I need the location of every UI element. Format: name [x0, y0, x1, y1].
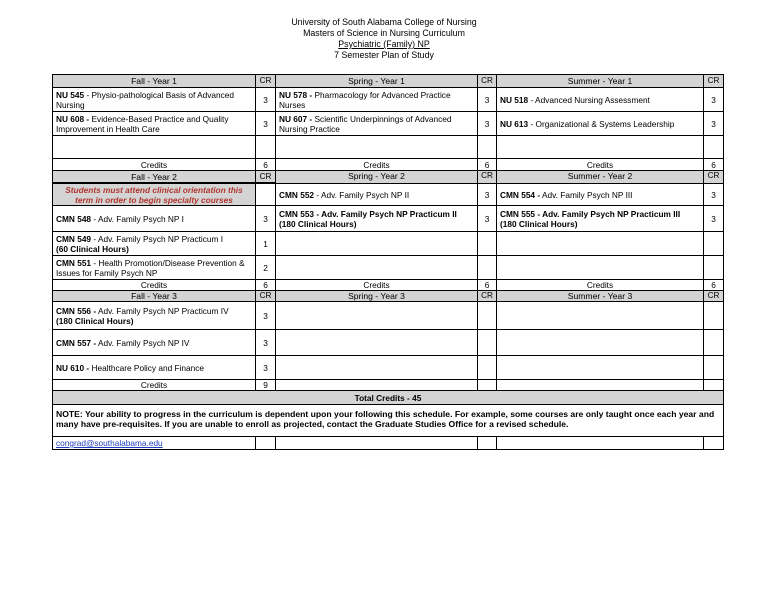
course-credits: 3 [704, 184, 724, 206]
course-code: NU 610 - [56, 362, 90, 373]
header-program: Masters of Science in Nursing Curriculum [303, 28, 465, 38]
course-title: - Physio-pathological Basis of Advanced Nursing [56, 89, 235, 110]
empty-row [53, 136, 724, 159]
course-code: NU 613 [500, 118, 529, 129]
year3-header-row [53, 291, 724, 302]
course-credits: 2 [256, 256, 276, 280]
clinical-hours: (180 Clinical Hours) [279, 218, 357, 229]
credits-label: Credits [53, 380, 256, 391]
cr-header: CR [256, 75, 276, 88]
term-fall-year2: Fall - Year 2 [53, 171, 256, 183]
credits-label: Credits [276, 159, 478, 171]
contact-cell [53, 437, 256, 450]
course-cell [53, 256, 256, 280]
course-title: Healthcare Policy and Finance [89, 362, 205, 373]
credits-label: Credits [276, 280, 478, 291]
term-spring-year2: Spring - Year 2 [276, 171, 478, 184]
course-cell [53, 88, 256, 112]
header-track-text: Psychiatric (Family) NP [338, 39, 430, 49]
term-summer-year3: Summer - Year 3 [497, 291, 704, 302]
course-credits: 3 [478, 184, 497, 206]
clinical-hours: (180 Clinical Hours) [56, 315, 134, 326]
course-code: CMN 554 - [500, 189, 541, 200]
course-cell [53, 232, 256, 256]
header-track [0, 39, 768, 50]
course-credits: 3 [704, 112, 724, 136]
term-spring-year3: Spring - Year 3 [276, 291, 478, 302]
credits-total: 6 [256, 159, 276, 171]
credits-label: Credits [53, 280, 256, 291]
course-row [53, 256, 724, 280]
course-cell [53, 112, 256, 136]
course-credits: 3 [256, 330, 276, 356]
course-credits: 1 [256, 232, 276, 256]
course-code: NU 607 - [279, 113, 313, 124]
course-credits: 3 [256, 112, 276, 136]
course-credits: 3 [704, 88, 724, 112]
plan-of-study-table [52, 74, 724, 450]
course-code: CMN 549 [56, 233, 92, 244]
cr-header: CR [256, 291, 276, 302]
course-cell [497, 206, 704, 232]
credits-total: 6 [256, 280, 276, 291]
course-code: NU 578 - [279, 89, 313, 100]
course-title: Scientific Underpinnings of Advanced Nursing Practice [279, 113, 452, 134]
course-title: Adv. Family Psych NP III [540, 189, 633, 200]
credits-total: 6 [478, 280, 497, 291]
course-title: Evidence-Based Practice and Quality Improvement in Health Care [56, 113, 229, 134]
year1-credits-row [53, 159, 724, 171]
credits-total: 6 [478, 159, 497, 171]
course-cell [53, 330, 256, 356]
credits-label: Credits [497, 159, 704, 171]
cr-header: CR [704, 291, 724, 302]
course-code: NU 608 - [56, 113, 90, 124]
course-cell [497, 112, 704, 136]
course-credits: 3 [478, 88, 497, 112]
cr-header: CR [478, 171, 497, 184]
year1-header-row [53, 75, 724, 88]
course-title: - Advanced Nursing Assessment [528, 94, 650, 105]
course-title: Adv. Family Psych NP IV [96, 337, 190, 348]
course-cell [53, 356, 256, 380]
cr-header: CR [478, 75, 497, 88]
total-credits: Total Credits - 45 [53, 391, 724, 405]
course-title: - Adv. Family Psych NP II [314, 189, 410, 200]
total-row [53, 391, 724, 405]
year2-header-row [53, 171, 724, 183]
header-plan: 7 Semester Plan of Study [334, 50, 434, 60]
progress-note: NOTE: Your ability to progress in the curriculum is dependent upon your following this schedule. For example, some courses are only taught once each year and many have pre-requisites. If you are unable to enroll as projected, contact the Graduate Studies Office for a revised schedule. [53, 405, 724, 437]
course-cell [497, 184, 704, 206]
clinical-hours: (180 Clinical Hours) [500, 218, 578, 229]
orientation-note: Students must attend clinical orientation this term in order to begin specialty courses [53, 184, 256, 206]
course-credits: 3 [256, 88, 276, 112]
term-summer-year2: Summer - Year 2 [497, 171, 704, 184]
credits-total: 6 [704, 280, 724, 291]
term-fall-year1: Fall - Year 1 [53, 75, 256, 88]
course-row [53, 232, 724, 256]
course-title: Pharmacology for Advanced Practice Nurses [279, 89, 451, 110]
course-cell [276, 206, 478, 232]
course-code: CMN 548 [56, 213, 92, 224]
course-cell [53, 206, 256, 232]
term-fall-year3: Fall - Year 3 [53, 291, 256, 302]
course-code: CMN 552 [279, 189, 315, 200]
course-title: - Adv. Family Psych NP I [91, 213, 184, 224]
course-row [53, 206, 724, 232]
term-spring-year1: Spring - Year 1 [276, 75, 478, 88]
course-credits: 3 [256, 302, 276, 330]
course-title: CMN 555 - Adv. Family Psych NP Practicum III [500, 208, 681, 219]
course-credits: 3 [256, 356, 276, 380]
credits-label: Credits [53, 159, 256, 171]
year2-credits-row [53, 280, 724, 291]
course-code: NU 518 [500, 94, 529, 105]
cr-header: CR [256, 171, 276, 183]
credits-total: 6 [704, 159, 724, 171]
course-cell [497, 88, 704, 112]
course-row [53, 330, 724, 356]
credits-label: Credits [497, 280, 704, 291]
course-code: CMN 551 [56, 257, 92, 268]
course-credits: 3 [478, 112, 497, 136]
header-university: University of South Alabama College of Nursing [291, 17, 477, 27]
course-cell [276, 88, 478, 112]
cr-header: CR [704, 171, 724, 184]
course-title: - Adv. Family Psych NP Practicum I [91, 233, 224, 244]
term-summer-year1: Summer - Year 1 [497, 75, 704, 88]
course-title: - Organizational & Systems Leadership [528, 118, 675, 129]
course-row [53, 184, 724, 206]
course-row [53, 356, 724, 380]
contact-row [53, 437, 724, 450]
course-cell [53, 302, 256, 330]
cr-header: CR [704, 75, 724, 88]
course-code: CMN 556 - [56, 305, 97, 316]
credits-total: 9 [256, 380, 276, 391]
course-code: CMN 557 - [56, 337, 97, 348]
course-title: CMN 553 - Adv. Family Psych NP Practicum II [279, 208, 457, 219]
course-credits: 3 [704, 206, 724, 232]
clinical-hours: (60 Clinical Hours) [56, 243, 129, 254]
course-title: - Health Promotion/Disease Prevention & Issues for Family Psych NP [56, 257, 245, 278]
course-row [53, 88, 724, 112]
course-credits: 3 [478, 206, 497, 232]
course-row [53, 302, 724, 330]
year3-credits-row [53, 380, 724, 391]
course-title: Adv. Family Psych NP Practicum IV [96, 305, 229, 316]
course-row [53, 112, 724, 136]
course-cell [276, 184, 478, 206]
cr-header: CR [478, 291, 497, 302]
note-row [53, 405, 724, 437]
contact-email-link[interactable]: congrad@southalabama.edu [56, 438, 163, 448]
course-credits: 3 [256, 206, 276, 232]
course-code: NU 545 [56, 89, 85, 100]
course-cell [276, 112, 478, 136]
